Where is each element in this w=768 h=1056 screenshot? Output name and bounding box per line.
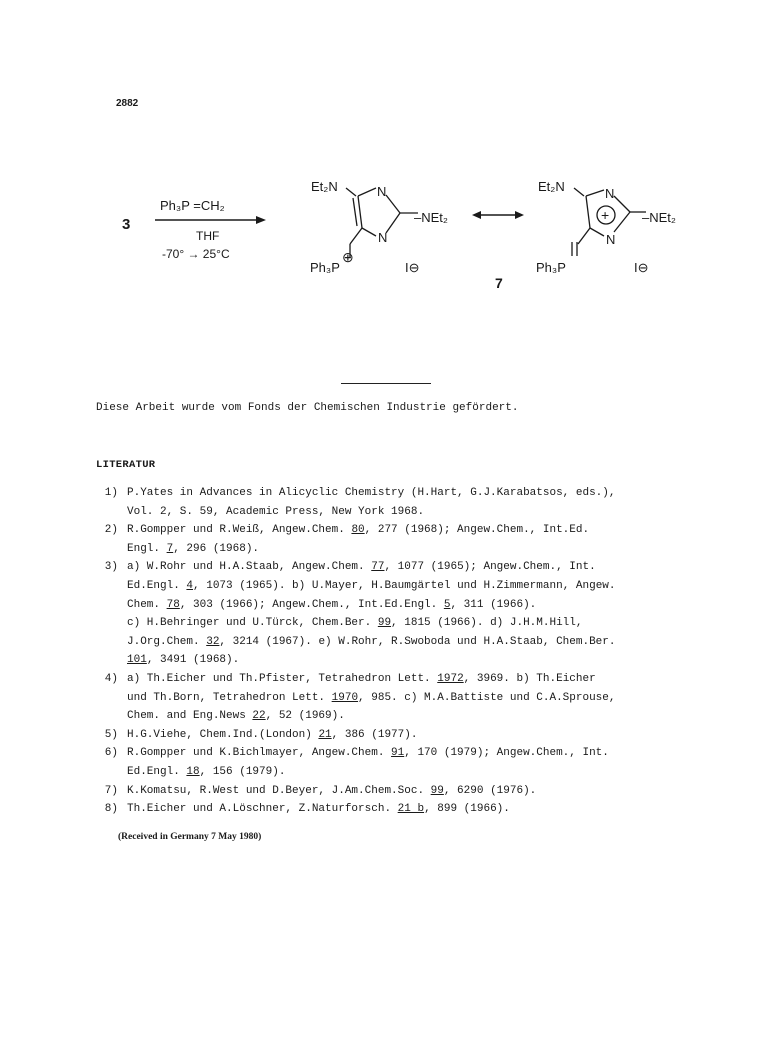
volume-number: 1972 (437, 672, 464, 685)
reference-list (96, 484, 716, 819)
left-n-top: N (377, 184, 387, 199)
reference-line: R.Gompper und R.Weiß, Angew.Chem. 80, 277 (1968); Angew.Chem., Int.Ed. (127, 524, 590, 537)
reference-line: und Th.Born, Tetrahedron Lett. 1970, 985. c) M.A.Battiste und C.A.Sprouse, (127, 691, 616, 704)
left-n-bottom: N (378, 230, 388, 245)
reference-item (96, 800, 716, 819)
reference-line: J.Org.Chem. 32, 3214 (1967). e) W.Rohr, R.Swoboda und H.A.Staab, Chem.Ber. (127, 635, 616, 648)
reference-line: 101, 3491 (1968). (127, 654, 240, 667)
left-net2: –NEt₂ (414, 210, 448, 225)
reference-item (96, 782, 716, 801)
volume-number: 5 (443, 598, 451, 611)
reference-line: Chem. 78, 303 (1966); Angew.Chem., Int.Ed.Engl. 5, 311 (1966). (127, 598, 537, 611)
reference-line: Engl. 7, 296 (1968). (127, 542, 260, 555)
volume-number: 101 (127, 654, 147, 667)
received-date: (Received in Germany 7 May 1980) (118, 832, 262, 842)
volume-number: 91 (391, 747, 405, 760)
reference-line: c) H.Behringer und U.Türck, Chem.Ber. 99, 1815 (1966). d) J.H.M.Hill, (127, 617, 583, 630)
right-ph3p: Ph₃P (536, 260, 566, 275)
temperature-label: -70° → 25°C (162, 247, 230, 261)
reference-line: K.Komatsu, R.West und D.Beyer, J.Am.Chem.Soc. 99, 6290 (1976). (127, 784, 537, 797)
right-iodide: I⊖ (634, 260, 649, 275)
volume-number: 21 b (397, 803, 425, 816)
reference-item (96, 521, 716, 558)
reference-line: a) Th.Eicher und Th.Pfister, Tetrahedron Lett. 1972, 3969. b) Th.Eicher (127, 672, 596, 685)
reference-line: Th.Eicher und A.Löschner, Z.Naturforsch. 21 b, 899 (1966). (127, 803, 510, 816)
page-number: 2882 (116, 98, 139, 109)
volume-number: 18 (186, 765, 200, 778)
volume-number: 7 (166, 542, 174, 555)
volume-number: 78 (166, 598, 180, 611)
compound-number: 7 (495, 275, 503, 291)
reference-number: 2) (104, 524, 118, 537)
volume-number: 22 (252, 710, 266, 723)
reference-number: 5) (104, 728, 118, 741)
reference-item (96, 670, 716, 726)
reaction-arrow-head (256, 216, 266, 224)
right-net2: –NEt₂ (642, 210, 676, 225)
reference-number: 6) (104, 747, 118, 760)
volume-number: 99 (430, 784, 444, 797)
volume-number: 99 (377, 617, 392, 630)
left-ph3p: Ph₃P (310, 260, 340, 275)
reference-line: Chem. and Eng.News 22, 52 (1969). (127, 710, 345, 723)
reference-item (96, 558, 716, 670)
reference-line: P.Yates in Advances in Alicyclic Chemistry (H.Hart, G.J.Karabatsos, eds.), (127, 487, 616, 499)
reference-number: 8) (104, 803, 118, 816)
resonance-arrow-head-right (515, 211, 524, 219)
acknowledgement: Diese Arbeit wurde vom Fonds der Chemischen Industrie gefördert. (96, 402, 519, 414)
reference-line: H.G.Viehe, Chem.Ind.(London) 21, 386 (1977). (127, 728, 418, 741)
reference-item (96, 726, 716, 745)
left-iodide: I⊖ (405, 260, 420, 275)
reference-number: 4) (104, 672, 118, 685)
solvent-label: THF (196, 229, 220, 243)
reference-number: 1) (104, 487, 118, 499)
reactant-number: 3 (122, 216, 131, 233)
reference-line: Ed.Engl. 4, 1073 (1965). b) U.Mayer, H.Baumgärtel und H.Zimmermann, Angew. (127, 579, 616, 592)
volume-number: 1970 (331, 691, 359, 704)
reference-line: a) W.Rohr und H.A.Staab, Angew.Chem. 77, 1077 (1965); Angew.Chem., Int. (127, 561, 596, 574)
reference-item (96, 744, 716, 781)
right-plus-charge: + (601, 207, 610, 223)
volume-number: 80 (351, 524, 365, 537)
volume-number: 32 (206, 635, 220, 648)
left-et2n: Et₂N (311, 179, 338, 194)
reference-line: R.Gompper und K.Bichlmayer, Angew.Chem. 91, 170 (1979); Angew.Chem., Int. (127, 747, 609, 760)
reference-line: Vol. 2, S. 59, Academic Press, New York 1968. (127, 505, 425, 518)
literature-heading: LITERATUR (96, 459, 156, 471)
resonance-arrow-head-left (472, 211, 481, 219)
left-plus-charge: ⊕ (342, 249, 354, 265)
right-n-bottom: N (606, 232, 616, 247)
volume-number: 21 (318, 728, 332, 741)
reference-number: 3) (104, 561, 118, 574)
right-n-top: N (605, 186, 615, 201)
right-et2n: Et₂N (538, 179, 565, 194)
reference-item (96, 484, 716, 521)
volume-number: 77 (371, 561, 385, 574)
reference-number: 7) (104, 784, 118, 797)
reference-line: Ed.Engl. 18, 156 (1979). (127, 765, 286, 778)
section-divider (341, 383, 431, 384)
volume-number: 4 (186, 579, 194, 592)
reaction-scheme (0, 0, 768, 300)
reagent-label: Ph₃P =CH₂ (160, 198, 225, 213)
